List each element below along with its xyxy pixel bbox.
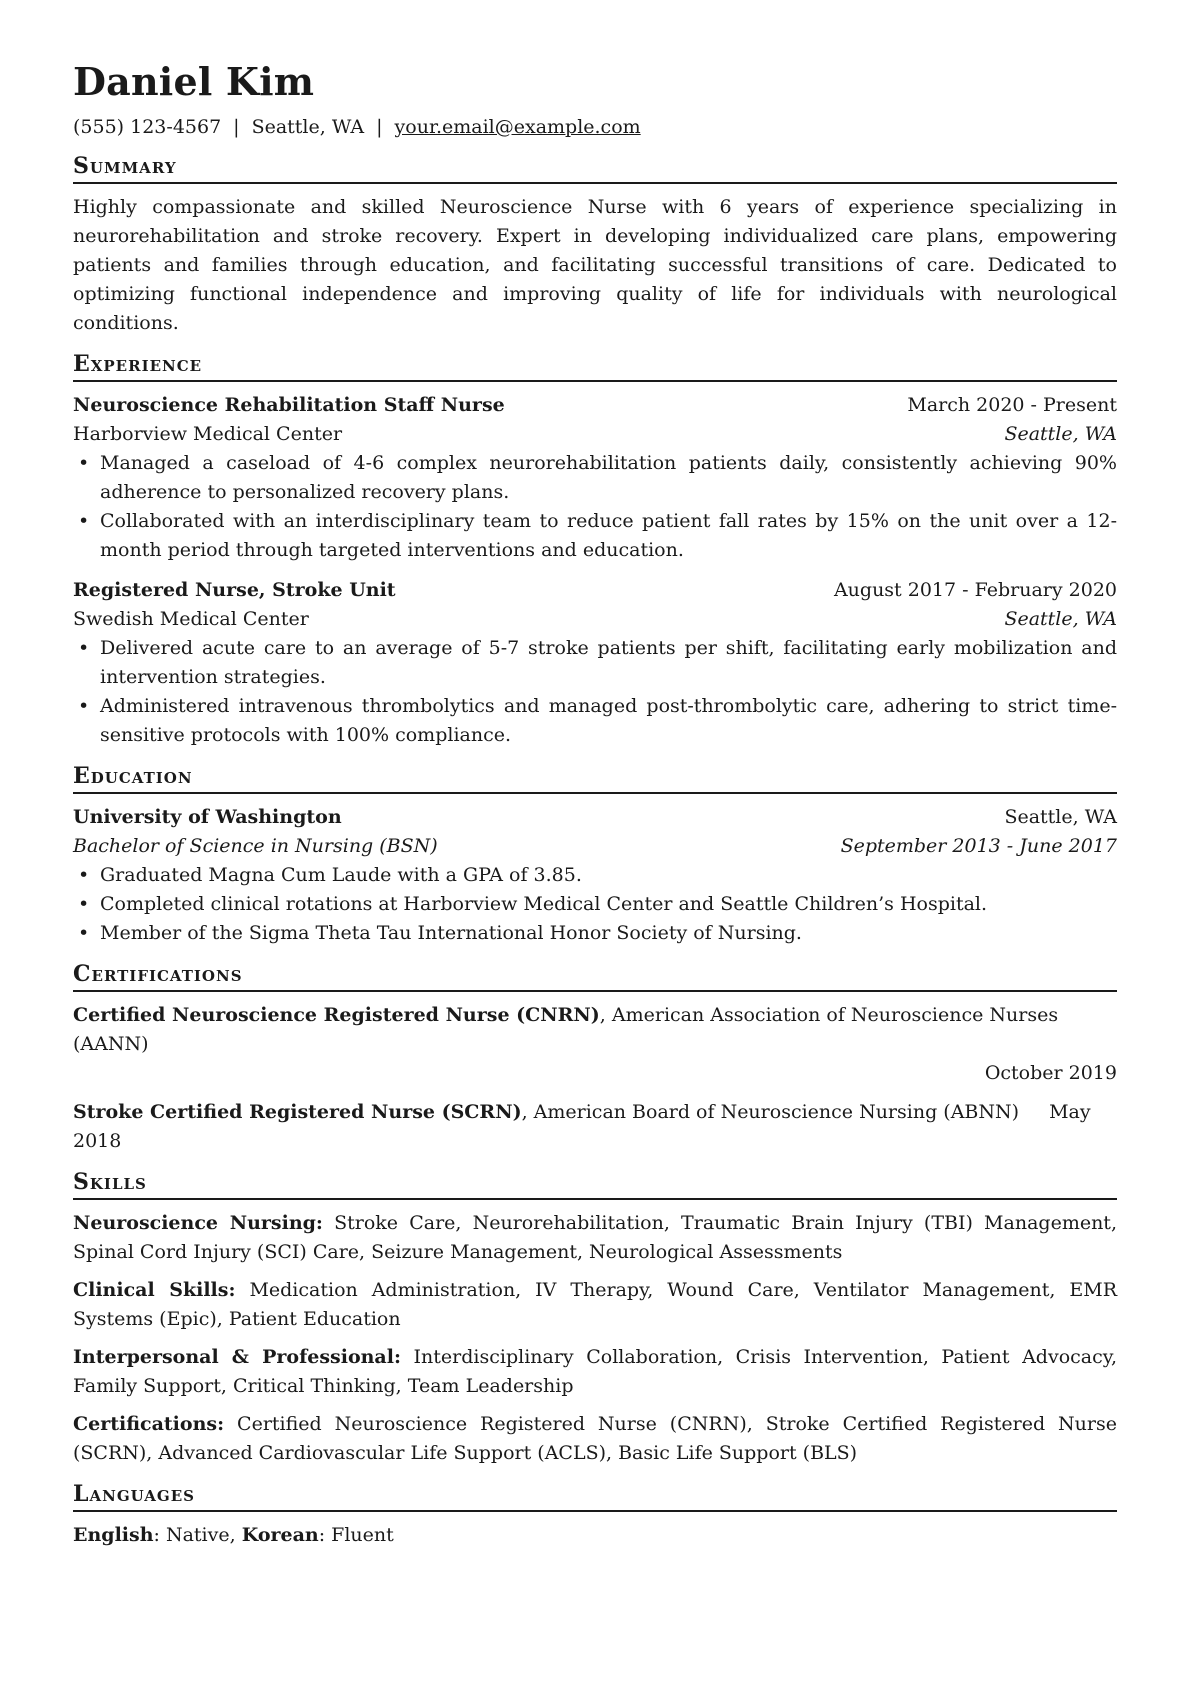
- job-employer: Harborview Medical Center: [73, 423, 343, 445]
- language-level: : Fluent: [318, 1524, 394, 1546]
- contact-location: Seattle, WA: [251, 116, 365, 138]
- job-location: Seattle, WA: [1004, 608, 1117, 630]
- experience-section: [73, 350, 1117, 750]
- certifications-section: [73, 960, 1117, 1156]
- certification-item: [73, 1098, 1117, 1156]
- certification-name: Certified Neuroscience Registered Nurse (CNRN): [73, 1004, 600, 1026]
- job-role: Neuroscience Rehabilitation Staff Nurse: [73, 394, 505, 416]
- job-bullet: • Administered intravenous thrombolytics and managed post-thrombolytic care, adhering to strict time-sensitive protocols with 100% compliance.: [100, 692, 1117, 750]
- skill-values: Certified Neuroscience Registered Nurse (CNRN), Stroke Certified Registered Nurse (SCRN), Advanced Cardiovascular Life Support (ACLS), Basic Life Support (BLS): [73, 1413, 1117, 1464]
- degree-dates: September 2013 - June 2017: [840, 835, 1117, 857]
- skill-label: Neuroscience Nursing:: [73, 1212, 323, 1234]
- certification-issuer: , American Association of Neuroscience Nurses (AANN): [73, 1004, 1059, 1055]
- phone-number: (555) 123-4567: [73, 116, 222, 138]
- certification-item: [73, 1001, 1117, 1088]
- languages-section: [73, 1480, 1117, 1550]
- job-employer-row: [73, 420, 1117, 449]
- language-name: Korean: [241, 1524, 319, 1546]
- job-employer-row: [73, 605, 1117, 634]
- school-name: University of Washington: [73, 806, 342, 828]
- contact-separator: |: [376, 116, 383, 138]
- summary-text: Highly compassionate and skilled Neuroscience Nurse with 6 years of experience specializing in neurorehabilitation and stroke recovery. Expert in developing individualized care plans, empowering patients and families through education, and facilitating successful transitions of care. Dedicated to optimizing functional independence and improving quality of life for individuals with neurological conditions.: [73, 196, 1117, 334]
- education-bullet: • Member of the Sigma Theta Tau International Honor Society of Nursing.: [100, 919, 1117, 948]
- skill-values: Medication Administration, IV Therapy, Wound Care, Ventilator Management, EMR Systems (Epic), Patient Education: [73, 1279, 1117, 1330]
- certification-name: Stroke Certified Registered Nurse (SCRN): [73, 1101, 522, 1123]
- job-header-row: [73, 391, 1117, 420]
- skill-values: Interdisciplinary Collaboration, Crisis Intervention, Patient Advocacy, Family Support, Critical Thinking, Team Leadership: [73, 1346, 1117, 1397]
- degree-name: Bachelor of Science in Nursing (BSN): [73, 835, 438, 857]
- contact-separator: |: [233, 116, 240, 138]
- skill-label: Clinical Skills:: [73, 1279, 236, 1301]
- candidate-name: Daniel Kim: [73, 59, 315, 104]
- job-location: Seattle, WA: [1004, 423, 1117, 445]
- section-title-summary: Summary: [73, 152, 1117, 184]
- contact-line: [73, 114, 1117, 140]
- job-bullets: [73, 449, 1117, 565]
- skill-label: Interpersonal & Professional:: [73, 1346, 401, 1368]
- language-level: : Native: [153, 1524, 230, 1546]
- job-dates: March 2020 - Present: [907, 394, 1117, 416]
- section-title-skills: Skills: [73, 1168, 1117, 1200]
- section-title-certifications: Certifications: [73, 960, 1117, 992]
- education-degree-row: [73, 832, 1117, 861]
- education-bullet: • Graduated Magna Cum Laude with a GPA of 3.85.: [100, 861, 1117, 890]
- language-separator: ,: [229, 1524, 242, 1546]
- skill-group: [73, 1410, 1117, 1468]
- job-dates: August 2017 - February 2020: [833, 579, 1117, 601]
- certification-date: October 2019: [984, 1062, 1117, 1084]
- job-employer: Swedish Medical Center: [73, 608, 309, 630]
- certification-date: May 2018: [73, 1101, 1091, 1152]
- skill-group: [73, 1276, 1117, 1334]
- email-link[interactable]: your.email@example.com: [394, 116, 641, 138]
- skill-values: Stroke Care, Neurorehabilitation, Traumatic Brain Injury (TBI) Management, Spinal Cord Injury (SCI) Care, Seizure Management, Neurological Assessments: [73, 1212, 1117, 1263]
- school-location: Seattle, WA: [1004, 806, 1117, 828]
- education-section: [73, 762, 1117, 948]
- certification-issuer: , American Board of Neuroscience Nursing (ABNN): [521, 1101, 1020, 1123]
- skill-group: [73, 1209, 1117, 1267]
- job-entry: [73, 576, 1117, 750]
- section-title-experience: Experience: [73, 350, 1117, 382]
- languages-line: [73, 1521, 1117, 1550]
- section-title-education: Education: [73, 762, 1117, 794]
- section-title-languages: Languages: [73, 1480, 1117, 1512]
- education-header-row: [73, 803, 1117, 832]
- skill-label: Certifications:: [73, 1413, 225, 1435]
- language-name: English: [73, 1524, 154, 1546]
- skills-section: [73, 1168, 1117, 1468]
- job-role: Registered Nurse, Stroke Unit: [73, 579, 396, 601]
- job-bullet: • Delivered acute care to an average of 5-7 stroke patients per shift, facilitating early mobilization and intervention strategies.: [100, 634, 1117, 692]
- job-entry: [73, 391, 1117, 565]
- job-bullet: • Managed a caseload of 4-6 complex neurorehabilitation patients daily, consistently achieving 90% adherence to personalized recovery plans.: [100, 449, 1117, 507]
- job-header-row: [73, 576, 1117, 605]
- skill-group: [73, 1343, 1117, 1401]
- education-bullet: • Completed clinical rotations at Harborview Medical Center and Seattle Children’s Hospital.: [100, 890, 1117, 919]
- summary-section: [73, 152, 1117, 338]
- education-bullets: [73, 861, 1117, 948]
- job-bullet: • Collaborated with an interdisciplinary team to reduce patient fall rates by 15% on the unit over a 12-month period through targeted interventions and education.: [100, 507, 1117, 565]
- job-bullets: [73, 634, 1117, 750]
